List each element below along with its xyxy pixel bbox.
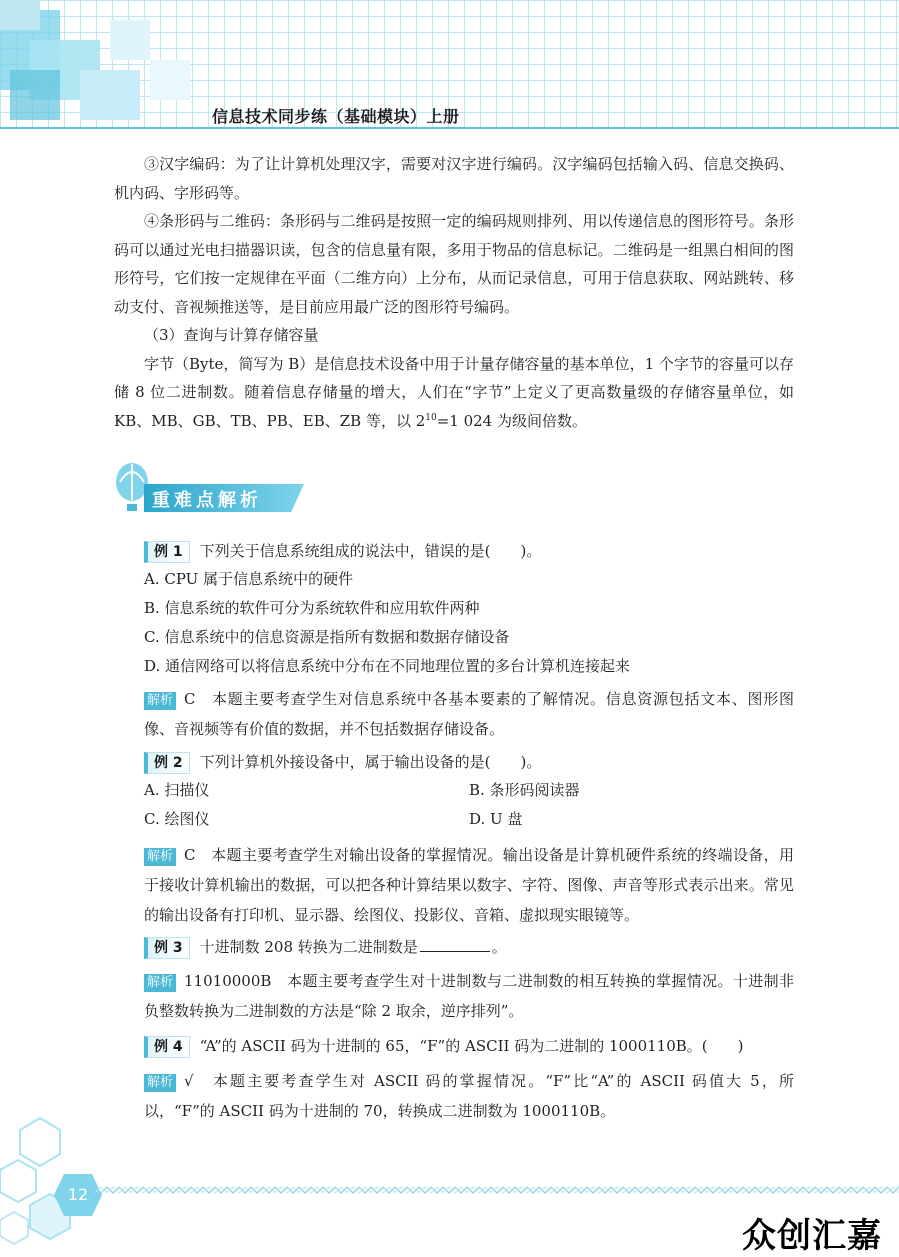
example-2-options-row-1 bbox=[144, 776, 794, 805]
page-number: 12 bbox=[67, 1185, 89, 1204]
example-3-answer-body: 11010000B 本题主要考查学生对十进制数与二进制数的相互转换的掌握情况。十进制非负整数转换为二进制数的方法是“除 2 取余，逆序排列”。 bbox=[144, 972, 794, 1020]
example-2-option-a: A. 扫描仪 bbox=[144, 781, 210, 799]
answer-tag: 解析 bbox=[144, 1074, 176, 1092]
example-2-options-row-2 bbox=[144, 805, 794, 834]
example-2-answer bbox=[114, 840, 794, 930]
watermark: 众创汇嘉 bbox=[742, 1216, 882, 1256]
paragraph-barcode-qrcode: ④条形码与二维码：条形码与二维码是按照一定的编码规则排列、用以传递信息的图形符号。条形码可以通过光电扫描器识读，包含的信息量有限，多用于物品的信息标记。二维码是一组黑白相间的图形符号，它们按一定规律在平面（二维方向）上分布，从而记录信息，可用于信息获取、网站跳转、移动支付、音视频推送等，是目前应用最广泛的图形符号编码。 bbox=[114, 212, 794, 316]
example-1-question-line bbox=[144, 537, 794, 565]
example-2-answer-body: C 本题主要考查学生对输出设备的掌握情况。输出设备是计算机硬件系统的终端设备，用于接收计算机输出的数据，可以把各种计算结果以数字、字符、图像、声音等形式表示出来。常见的输出设备有打印机、显示器、绘图仪、投影仪、音箱、虚拟现实眼镜等。 bbox=[144, 846, 794, 924]
example-4-answer-body: √ 本题主要考查学生对 ASCII 码的掌握情况。“F”比“A”的 ASCII 码值大 5，所以，“F”的 ASCII 码为十进制的 70，转换成二进制数为 1000110B。 bbox=[144, 1072, 794, 1120]
example-3-question-line bbox=[144, 933, 794, 961]
example-1-option-c: C. 信息系统中的信息资源是指所有数据和数据存储设备 bbox=[144, 628, 510, 646]
example-3-answer bbox=[114, 966, 794, 1026]
example-2-answer-text bbox=[114, 840, 794, 930]
example-4-answer bbox=[114, 1066, 794, 1126]
example-2-option-c: C. 绘图仪 bbox=[144, 810, 210, 828]
example-1-option-b: B. 信息系统的软件可分为系统软件和应用软件两种 bbox=[144, 599, 480, 617]
example-1-question: 下列关于信息系统组成的说法中，错误的是( )。 bbox=[199, 542, 542, 560]
answer-tag: 解析 bbox=[144, 974, 176, 992]
example-4-answer-text bbox=[114, 1066, 794, 1126]
example-1-option-a: A. CPU 属于信息系统中的硬件 bbox=[144, 570, 354, 588]
example-3-question: 十进制数 208 转换为二进制数是 bbox=[199, 938, 418, 956]
storage-text-part1: 字节（Byte，简写为 B）是信息技术设备中用于计量存储容量的基本单位，1 个字节的容量可以存储 8 位二进制数。随着信息存储量的增大，人们在“字节”上定义了更高数量级的存储容量单位，如 KB、MB、GB、TB、PB、EB、ZB 等，以 2 bbox=[114, 354, 794, 430]
example-4-question-line bbox=[144, 1032, 794, 1060]
storage-text-part2: =1 024 为级间倍数。 bbox=[436, 411, 587, 430]
subheading-storage: （3）查询与计算存储容量 bbox=[144, 326, 319, 344]
storage-exponent: 10 bbox=[425, 412, 437, 423]
example-2-tag: 例 2 bbox=[144, 752, 190, 774]
example-2-question: 下列计算机外接设备中，属于输出设备的是( )。 bbox=[199, 753, 542, 771]
example-1-option-d: D. 通信网络可以将信息系统中分布在不同地理位置的多台计算机连接起来 bbox=[144, 657, 631, 675]
header-rule bbox=[0, 127, 899, 129]
answer-tag: 解析 bbox=[144, 848, 176, 866]
example-3-blank bbox=[420, 937, 490, 952]
example-2 bbox=[144, 748, 794, 834]
example-1-answer-text bbox=[114, 684, 794, 744]
example-1-answer bbox=[114, 684, 794, 744]
answer-tag: 解析 bbox=[144, 692, 176, 710]
example-2-question-line bbox=[144, 748, 794, 776]
section-title: 重难点解析 bbox=[152, 490, 262, 511]
header-title: 信息技术同步练（基础模块）上册 bbox=[212, 107, 460, 126]
example-3-answer-text bbox=[114, 966, 794, 1026]
example-3-question-end: 。 bbox=[491, 938, 507, 956]
paragraph-hanzi-encoding: ③汉字编码：为了让计算机处理汉字，需要对汉字进行编码。汉字编码包括输入码、信息交换码、机内码、字形码等。 bbox=[114, 155, 794, 202]
example-3-tag: 例 3 bbox=[144, 937, 190, 959]
footer-wave-line bbox=[95, 1183, 899, 1197]
example-1-answer-body: C 本题主要考查学生对信息系统中各基本要素的了解情况。信息资源包括文本、图形图像、音视频等有价值的数据，并不包括数据存储设备。 bbox=[144, 690, 794, 738]
section-banner bbox=[114, 462, 304, 522]
example-4-question: “A”的 ASCII 码为十进制的 65，“F”的 ASCII 码为二进制的 1000110B。( ) bbox=[199, 1037, 744, 1055]
example-3 bbox=[144, 933, 794, 961]
example-1-tag: 例 1 bbox=[144, 541, 190, 563]
example-2-option-d: D. U 盘 bbox=[469, 810, 523, 828]
paragraph-storage-capacity bbox=[114, 350, 794, 436]
body-text bbox=[114, 150, 794, 435]
example-4 bbox=[144, 1032, 794, 1060]
example-1 bbox=[144, 537, 794, 681]
example-2-option-b: B. 条形码阅读器 bbox=[469, 781, 580, 799]
example-4-tag: 例 4 bbox=[144, 1036, 190, 1058]
